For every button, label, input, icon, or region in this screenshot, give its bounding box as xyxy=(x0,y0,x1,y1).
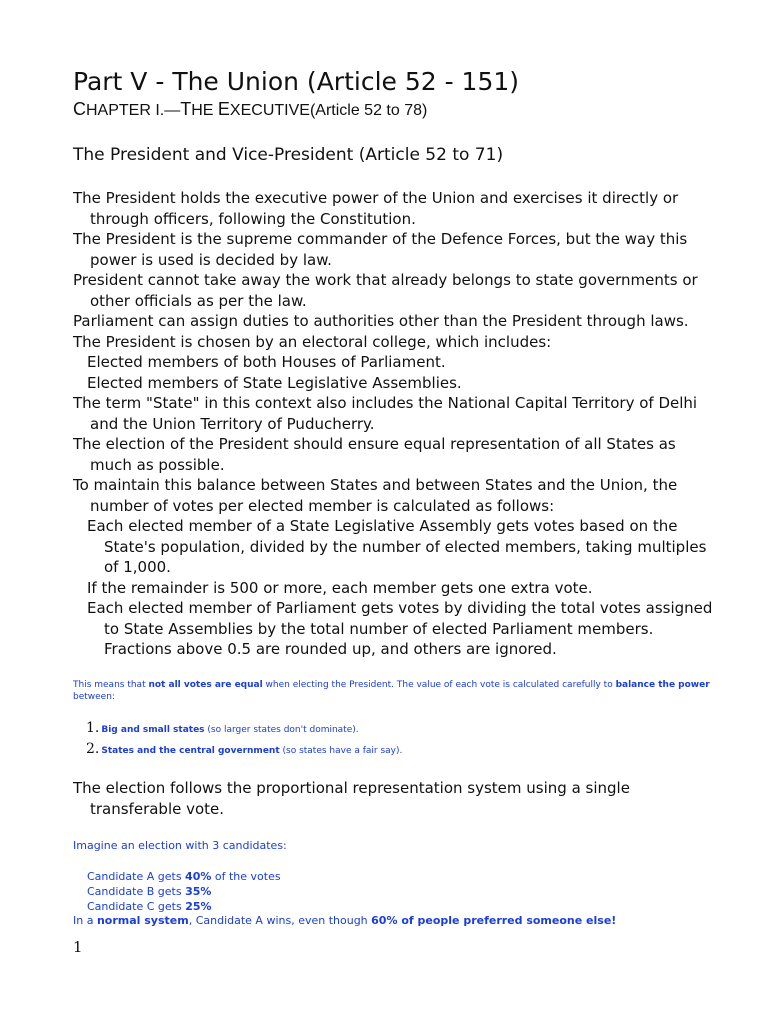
note-text: between: xyxy=(73,692,115,702)
sub-paragraph: Each elected member of a State Legislative Assembly gets votes based on the State's population, divided by the number of elected members, taking multiples of 1,000. xyxy=(87,517,707,576)
candidate-percent: 25% xyxy=(185,900,212,913)
chapter-range: (Article 52 to 78) xyxy=(309,102,428,119)
paragraph: The election of the President should ensure equal representation of all States as much as possible. xyxy=(73,435,676,474)
list-item xyxy=(86,739,402,760)
normal-bold: 60% of people preferred someone else! xyxy=(371,914,617,927)
normal-text: In a xyxy=(73,914,97,927)
paragraph: The election follows the proportional representation system using a single transferable vote. xyxy=(73,779,630,818)
note-bold: not all votes are equal xyxy=(148,680,263,690)
chapter-heading xyxy=(73,98,427,122)
note-text: when electing the President. The value of each vote is calculated carefully to xyxy=(262,680,616,690)
list-item xyxy=(86,718,402,739)
chapter-cap-e: E xyxy=(217,99,230,119)
chapter-cap-t: T xyxy=(180,99,192,119)
candidate-text: Candidate A gets xyxy=(87,870,186,883)
candidate-line xyxy=(87,899,281,914)
note-text: This means that xyxy=(73,680,149,690)
sub-paragraph: Elected members of both Houses of Parliament. xyxy=(87,353,446,371)
candidate-percent: 40% xyxy=(185,870,212,883)
candidate-text: of the votes xyxy=(211,870,281,883)
chapter-rest-1: HAPTER I.— xyxy=(86,102,181,119)
body-paragraphs xyxy=(73,188,713,660)
vote-value-note xyxy=(73,679,713,703)
normal-bold: normal system xyxy=(96,914,189,927)
list-number: 2. xyxy=(86,741,100,757)
chapter-cap-c: C xyxy=(73,99,86,119)
list-number: 1. xyxy=(86,720,100,736)
candidate-list xyxy=(87,869,281,914)
paragraph: The President is chosen by an electoral college, which includes: xyxy=(73,332,552,351)
candidate-text: Candidate C gets xyxy=(87,900,186,913)
candidate-text: Candidate B gets xyxy=(87,885,186,898)
ordered-list xyxy=(86,718,402,760)
normal-system-line xyxy=(73,914,616,927)
paragraph: Parliament can assign duties to authorities other than the President through laws. xyxy=(73,312,689,330)
list-item-bold: States and the central government xyxy=(101,746,280,756)
list-item-text: (so states have a fair say). xyxy=(279,746,403,756)
proportional-paragraph xyxy=(73,778,713,819)
chapter-rest-3: XECUTIVE xyxy=(229,102,310,119)
page-number: 1 xyxy=(73,938,83,956)
sub-paragraph: If the remainder is 500 or more, each member gets one extra vote. xyxy=(87,578,593,597)
example-intro: Imagine an election with 3 candidates: xyxy=(73,839,287,852)
list-item-text: (so larger states don't dominate). xyxy=(204,725,359,735)
list-item-bold: Big and small states xyxy=(101,725,205,735)
candidate-line xyxy=(87,869,281,884)
sub-paragraph: Elected members of State Legislative Assemblies. xyxy=(87,373,462,392)
candidate-line xyxy=(87,884,281,899)
paragraph: The President is the supreme commander of the Defence Forces, but the way this power is used is decided by law. xyxy=(73,230,688,269)
paragraph: The term "State" in this context also includes the National Capital Territory of Delhi and the Union Territory of Puducherry. xyxy=(73,394,698,433)
paragraph: The President holds the executive power of the Union and exercises it directly or through officers, following the Constitution. xyxy=(73,189,679,228)
candidate-percent: 35% xyxy=(185,885,212,898)
section-subheading: The President and Vice-President (Article 52 to 71) xyxy=(73,145,504,165)
paragraph: To maintain this balance between States and between States and the Union, the number of votes per elected member is calculated as follows: xyxy=(73,476,678,515)
paragraph: President cannot take away the work that already belongs to state governments or other officials as per the law. xyxy=(73,271,698,310)
normal-text: , Candidate A wins, even though xyxy=(188,914,372,927)
chapter-rest-2: HE xyxy=(191,102,218,119)
sub-paragraph: Each elected member of Parliament gets votes by dividing the total votes assigned to State Assemblies by the total number of elected Parliament members. Fractions above 0.5 are rounded up, and others are ignored. xyxy=(87,599,713,658)
page-title: Part V - The Union (Article 52 - 151) xyxy=(73,67,520,96)
note-bold: balance the power xyxy=(615,680,710,690)
